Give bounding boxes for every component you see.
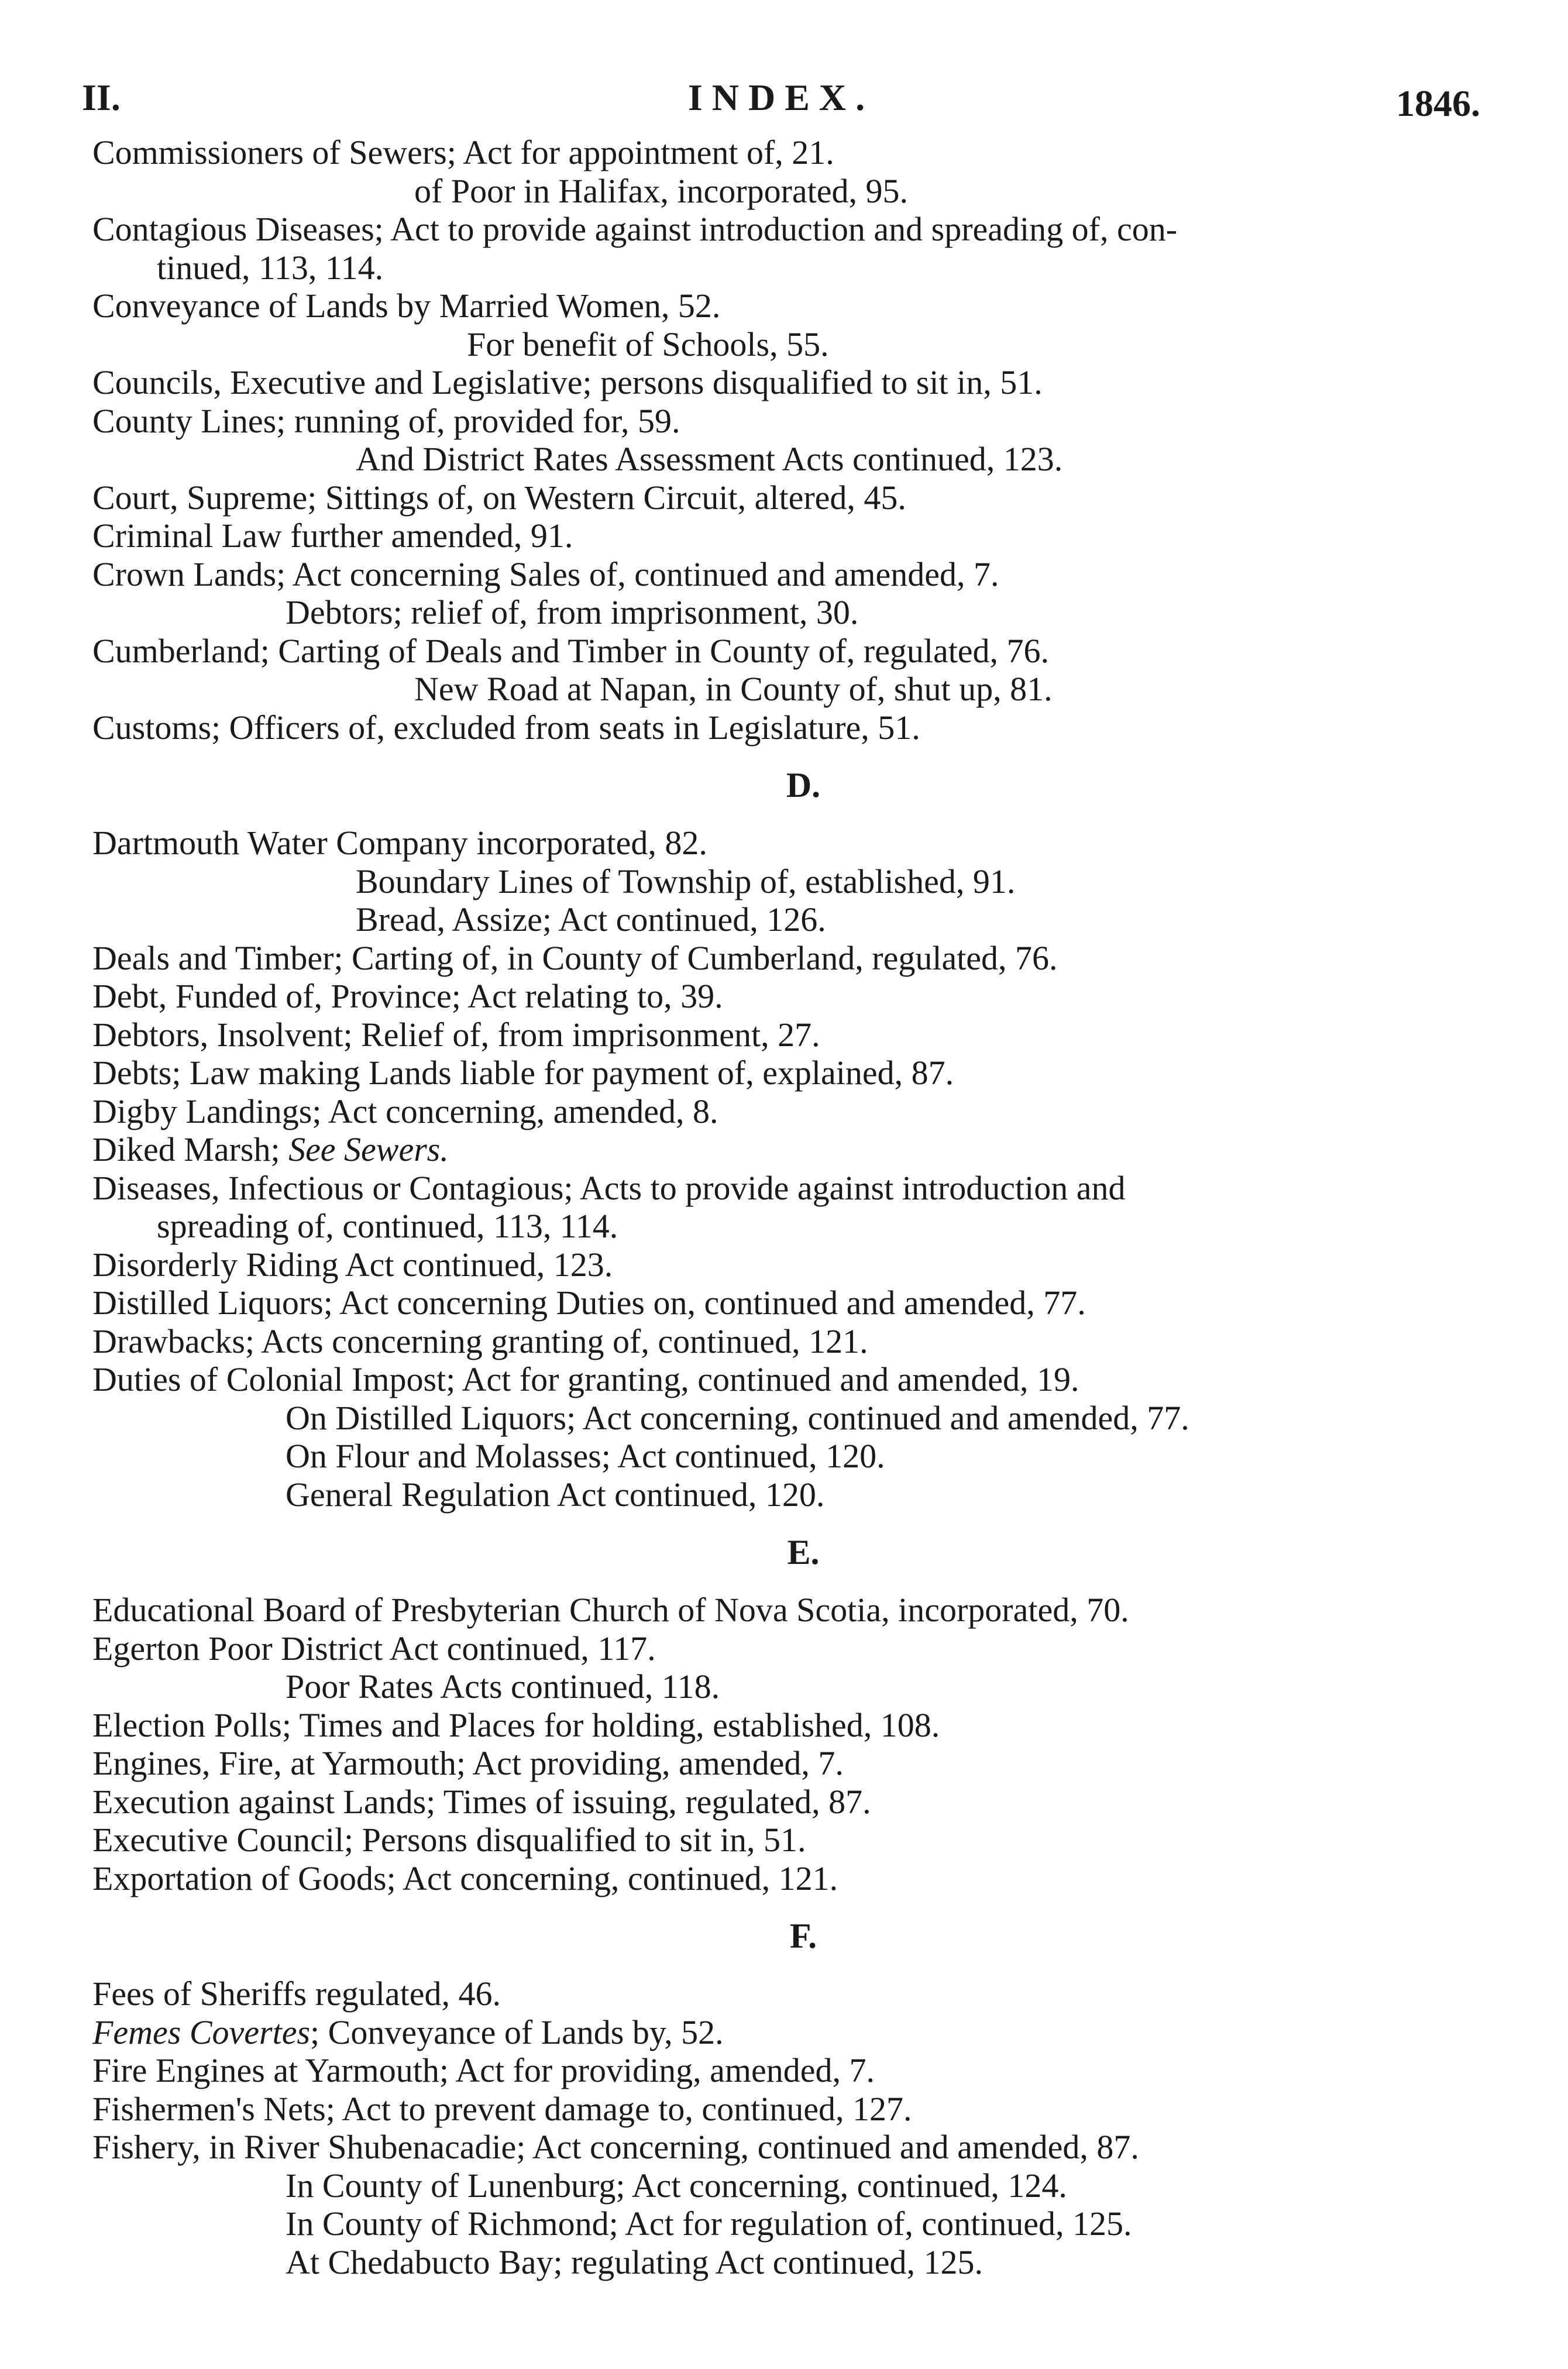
index-entry: County Lines; running of, provided for, 59.	[92, 401, 680, 440]
index-entry: Diseases, Infectious or Contagious; Acts to provide against introduction and	[92, 1168, 1126, 1207]
index-entry: Diked Marsh; See Sewers.	[92, 1130, 449, 1168]
page-year: 1846.	[1396, 82, 1480, 124]
index-entry: And District Rates Assessment Acts continued, 123.	[356, 440, 1063, 478]
index-entry: Debt, Funded of, Province; Act relating to, 39.	[92, 977, 723, 1015]
index-entry: spreading of, continued, 113, 114.	[157, 1207, 618, 1245]
index-entry: Digby Landings; Act concerning, amended, 8.	[92, 1092, 718, 1130]
section-heading: D.	[786, 766, 821, 804]
index-entry: Duties of Colonial Impost; Act for granting, continued and amended, 19.	[92, 1360, 1079, 1398]
index-entry: Criminal Law further amended, 91.	[92, 517, 573, 555]
index-entry: Poor Rates Acts continued, 118.	[286, 1667, 720, 1706]
index-body	[92, 133, 1491, 2281]
index-entry: Fire Engines at Yarmouth; Act for providing, amended, 7.	[92, 2051, 875, 2089]
index-entry: Exportation of Goods; Act concerning, continued, 121.	[92, 1859, 838, 1897]
index-entry: Fees of Sheriffs regulated, 46.	[92, 1975, 501, 2013]
index-entry: Educational Board of Presbyterian Church of Nova Scotia, incorporated, 70.	[92, 1591, 1129, 1629]
italic-term: Femes Covertes	[92, 2013, 311, 2051]
index-entry: Fishery, in River Shubenacadie; Act concerning, continued and amended, 87.	[92, 2128, 1139, 2166]
index-entry: Engines, Fire, at Yarmouth; Act providing, amended, 7.	[92, 1744, 844, 1782]
page-number: II.	[82, 77, 121, 118]
index-entry: In County of Richmond; Act for regulation of, continued, 125.	[286, 2205, 1132, 2243]
index-entry: Fishermen's Nets; Act to prevent damage to, continued, 127.	[92, 2089, 912, 2128]
index-entry: Dartmouth Water Company incorporated, 82.	[92, 824, 707, 862]
index-entry: In County of Lunenburg; Act concerning, continued, 124.	[286, 2166, 1067, 2205]
index-entry: Customs; Officers of, excluded from seats in Legislature, 51.	[92, 708, 920, 747]
index-entry: Drawbacks; Acts concerning granting of, continued, 121.	[92, 1322, 868, 1360]
index-entry: At Chedabucto Bay; regulating Act continued, 125.	[286, 2243, 983, 2281]
page-header	[82, 64, 1480, 129]
index-entry: Executive Council; Persons disqualified to sit in, 51.	[92, 1821, 806, 1859]
index-entry: Debts; Law making Lands liable for payment of, explained, 87.	[92, 1054, 954, 1092]
index-entry: New Road at Napan, in County of, shut up, 81.	[414, 670, 1053, 708]
index-entry: Execution against Lands; Times of issuing, regulated, 87.	[92, 1782, 871, 1821]
index-entry: Debtors, Insolvent; Relief of, from imprisonment, 27.	[92, 1015, 820, 1054]
index-entry: Commissioners of Sewers; Act for appointment of, 21.	[92, 133, 834, 171]
index-entry: Debtors; relief of, from imprisonment, 30.	[286, 593, 859, 631]
index-entry: On Distilled Liquors; Act concerning, continued and amended, 77.	[286, 1398, 1189, 1437]
index-entry: Cumberland; Carting of Deals and Timber in County of, regulated, 76.	[92, 631, 1050, 670]
index-entry: For benefit of Schools, 55.	[467, 325, 829, 363]
index-entry: Distilled Liquors; Act concerning Duties on, continued and amended, 77.	[92, 1284, 1086, 1322]
index-entry: General Regulation Act continued, 120.	[286, 1475, 825, 1514]
index-entry: of Poor in Halifax, incorporated, 95.	[414, 171, 909, 210]
index-entry: Crown Lands; Act concerning Sales of, continued and amended, 7.	[92, 555, 999, 593]
cross-reference: See Sewers.	[288, 1130, 449, 1168]
index-entry: Egerton Poor District Act continued, 117.	[92, 1629, 656, 1667]
index-entry: Election Polls; Times and Places for holding, established, 108.	[92, 1706, 940, 1744]
index-entry: Bread, Assize; Act continued, 126.	[356, 900, 826, 938]
index-entry: Femes Covertes; Conveyance of Lands by, 52.	[92, 2013, 724, 2051]
index-entry: Conveyance of Lands by Married Women, 52.	[92, 287, 721, 325]
index-entry: Boundary Lines of Township of, established, 91.	[356, 862, 1016, 900]
section-heading: E.	[787, 1533, 820, 1572]
index-entry: On Flour and Molasses; Act continued, 120.	[286, 1437, 885, 1475]
index-entry: Contagious Diseases; Act to provide against introduction and spreading of, con-	[92, 210, 1178, 248]
page-title: INDEX.	[687, 77, 875, 118]
section-heading: F.	[789, 1917, 817, 1955]
index-entry: Deals and Timber; Carting of, in County of Cumberland, regulated, 76.	[92, 938, 1058, 977]
index-entry: Disorderly Riding Act continued, 123.	[92, 1245, 613, 1284]
index-entry: tinued, 113, 114.	[157, 248, 384, 287]
index-entry: Councils, Executive and Legislative; persons disqualified to sit in, 51.	[92, 363, 1043, 401]
index-entry: Court, Supreme; Sittings of, on Western Circuit, altered, 45.	[92, 478, 906, 517]
